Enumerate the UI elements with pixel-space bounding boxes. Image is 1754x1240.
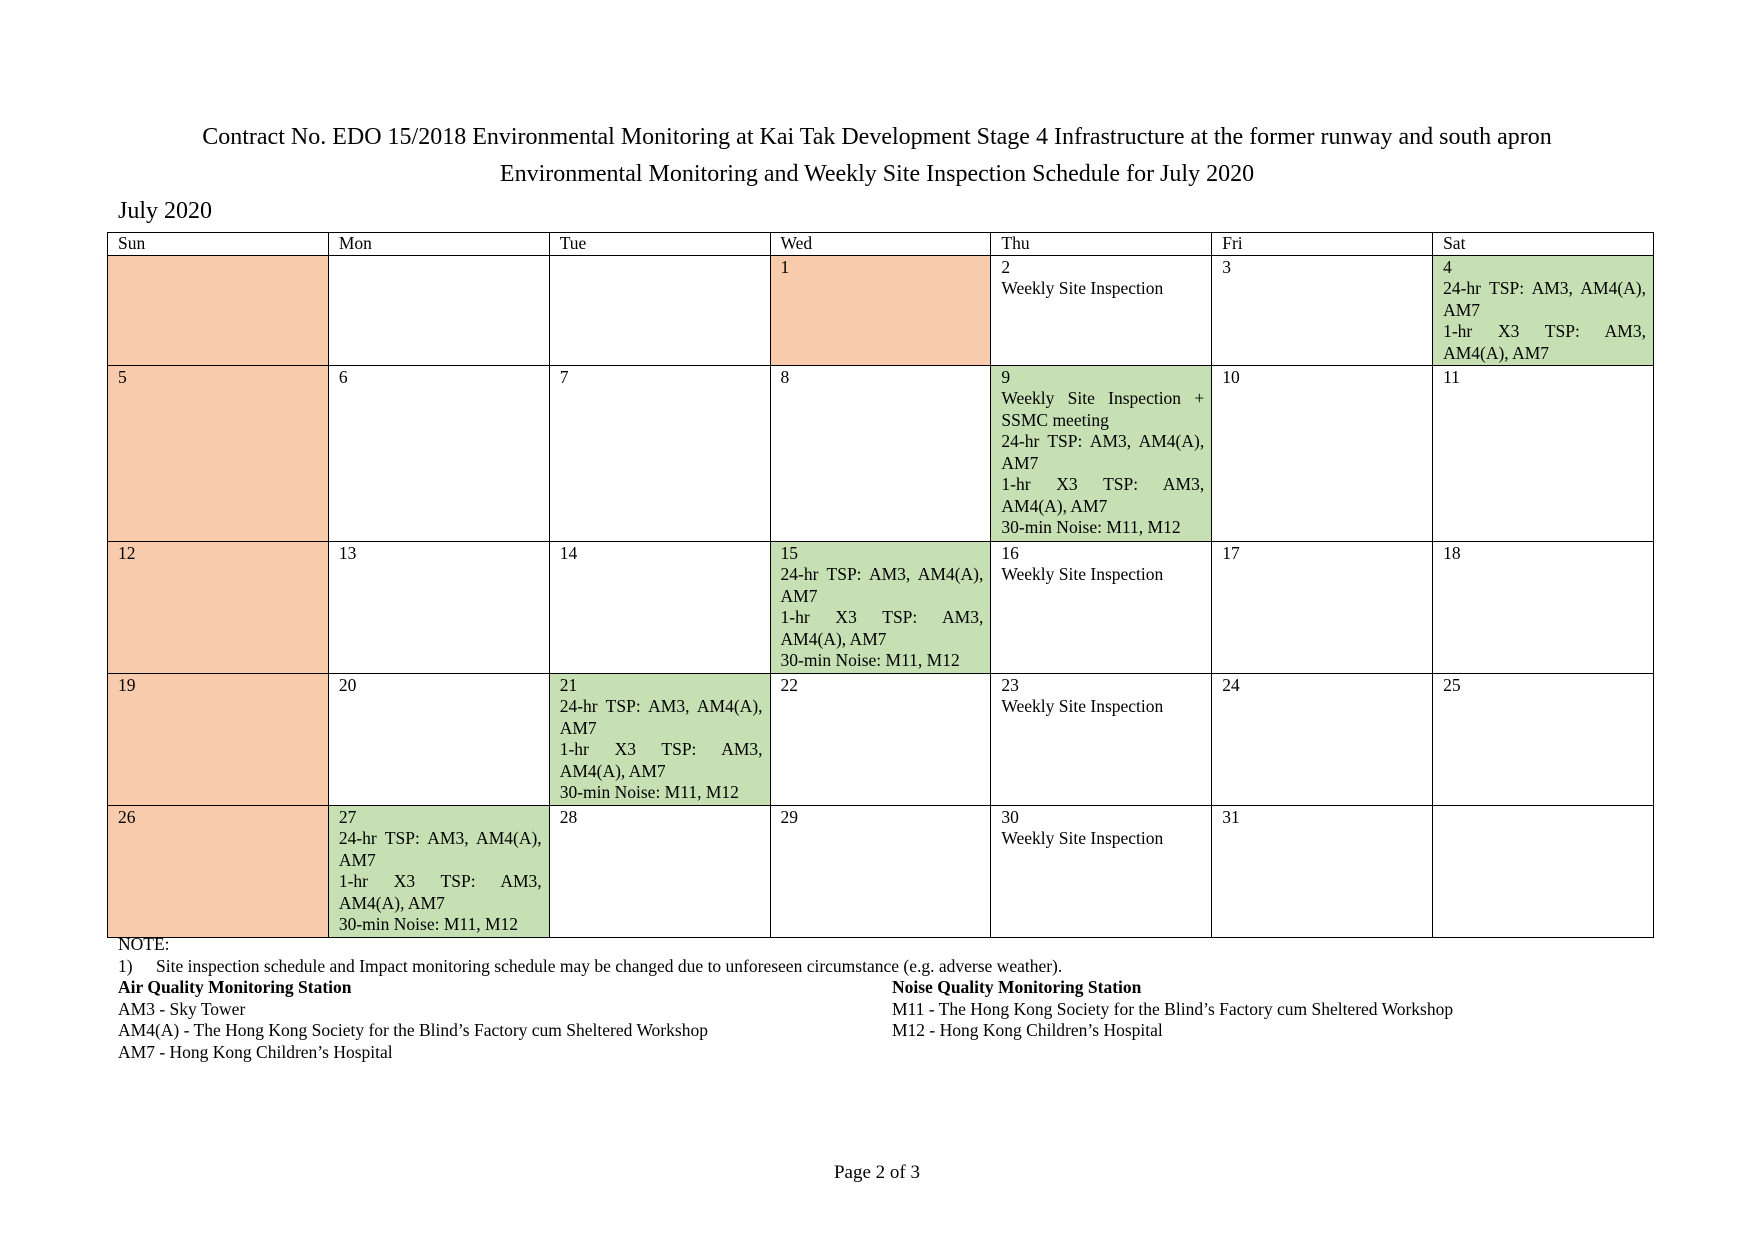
calendar-day-cell [770,541,991,673]
air-station-legend [118,977,708,1063]
day-number: 8 [780,366,790,387]
calendar-day-cell [549,805,770,937]
calendar-day-cell [549,365,770,541]
calendar-day-cell [108,541,329,673]
calendar-day-cell [108,805,329,937]
schedule-entry: 30-min Noise: M11, M12 [1001,517,1181,537]
schedule-entry: Weekly Site Inspection [1001,828,1164,848]
schedule-entry: 1-hr X3 TSP: AM3, AM4(A), AM7 [559,739,763,781]
day-number: 30 [1001,806,1019,827]
schedule-entry: 1-hr X3 TSP: AM3, AM4(A), AM7 [338,871,542,913]
notes-section [118,934,1062,977]
calendar-day-cell [549,255,770,365]
calendar-day-cell [108,673,329,805]
day-number: 15 [780,542,799,563]
day-number: 19 [118,674,136,695]
day-number: 29 [780,806,799,827]
day-number: 24 [1222,674,1240,695]
schedule-entry: 24-hr TSP: AM3, AM4(A), AM7 [1443,278,1646,320]
day-number: 2 [1001,256,1011,277]
calendar-week-row [108,255,1654,365]
calendar-day-cell [1433,255,1654,365]
calendar-day-cell [1433,673,1654,805]
calendar-day-cell [1212,365,1433,541]
weekday-header-wed: Wed [770,233,991,256]
calendar-day-cell [328,365,549,541]
calendar-day-cell [770,673,991,805]
schedule-entry: Weekly Site Inspection [1001,564,1164,584]
calendar-day-cell [1212,805,1433,937]
calendar-week-row [108,541,1654,673]
calendar-day-cell [1212,673,1433,805]
day-number: 26 [118,806,136,827]
calendar-week-row [108,365,1654,541]
day-number: 10 [1222,366,1240,387]
day-number: 1 [780,256,790,277]
note-text: Site inspection schedule and Impact monitoring schedule may be changed due to unforeseen circumstance (e.g. adverse weather). [156,955,1063,976]
schedule-entry: 30-min Noise: M11, M12 [780,650,960,670]
calendar-day-cell [1433,541,1654,673]
schedule-entry: 24-hr TSP: AM3, AM4(A), AM7 [559,696,763,738]
day-number: 27 [338,806,357,827]
schedule-entry: 1-hr X3 TSP: AM3, AM4(A), AM7 [1001,474,1205,516]
document-title: Contract No. EDO 15/2018 Environmental Monitoring at Kai Tak Development Stage 4 Infrastructure at the former runway and south apron [202,124,1552,150]
day-number: 5 [118,366,127,387]
day-number: 11 [1443,366,1460,387]
calendar-day-cell [991,541,1212,673]
schedule-entry: Weekly Site Inspection [1001,696,1164,716]
calendar-day-cell [991,673,1212,805]
calendar-week-row [108,805,1654,937]
calendar-day-cell [328,541,549,673]
schedule-entry: Weekly Site Inspection [1001,278,1164,298]
schedule-subtitle: Environmental Monitoring and Weekly Site Inspection Schedule for July 2020 [499,161,1255,187]
calendar-day-cell [991,365,1212,541]
day-number: 23 [1001,674,1019,695]
calendar-day-cell [108,365,329,541]
day-number: 7 [559,366,569,387]
day-number: 28 [559,806,578,827]
calendar-day-cell [991,805,1212,937]
day-number: 3 [1222,256,1231,277]
calendar-day-cell [328,673,549,805]
weekday-header-row [108,233,1654,256]
schedule-entry: 30-min Noise: M11, M12 [338,914,519,934]
noise-station-item: M11 - The Hong Kong Society for the Blind’s Factory cum Sheltered Workshop [892,998,1454,1019]
schedule-entry: 24-hr TSP: AM3, AM4(A), AM7 [338,828,542,870]
weekday-header-mon: Mon [328,233,549,256]
noise-station-item: M12 - Hong Kong Children’s Hospital [892,1020,1163,1040]
day-number: 13 [338,542,357,563]
schedule-entry: 24-hr TSP: AM3, AM4(A), AM7 [780,564,984,606]
weekday-header-sun: Sun [108,233,329,256]
air-station-item: AM3 - Sky Tower [118,998,246,1019]
schedule-entry: 1-hr X3 TSP: AM3, AM4(A), AM7 [780,607,984,649]
noise-station-legend [892,977,1453,1042]
noise-legend-heading: Noise Quality Monitoring Station [892,977,1142,997]
calendar-day-cell [1433,805,1654,937]
day-number: 22 [780,674,799,695]
air-station-item: AM7 - Hong Kong Children’s Hospital [118,1041,393,1062]
day-number: 31 [1222,806,1240,827]
day-number: 21 [559,674,578,695]
day-number: 4 [1443,256,1452,277]
day-number: 6 [338,366,348,387]
calendar-day-cell [328,255,549,365]
notes-heading: NOTE: [118,934,170,954]
weekday-header-fri: Fri [1212,233,1433,256]
weekday-header-thu: Thu [991,233,1212,256]
day-number: 9 [1001,366,1011,387]
day-number: 25 [1443,674,1461,695]
day-number: 20 [338,674,357,695]
day-number: 18 [1443,542,1461,563]
weekday-header-tue: Tue [549,233,770,256]
calendar-day-cell [549,541,770,673]
day-number: 14 [559,542,578,563]
calendar-day-cell [328,805,549,937]
page-number: Page 2 of 3 [833,1162,920,1183]
note-number: 1) [118,955,133,976]
calendar-day-cell [1433,365,1654,541]
day-number: 16 [1001,542,1019,563]
schedule-entry: 30-min Noise: M11, M12 [559,782,739,802]
weekday-header-sat: Sat [1433,233,1654,256]
month-label: July 2020 [118,198,213,224]
schedule-entry: 24-hr TSP: AM3, AM4(A), AM7 [1001,431,1205,473]
schedule-entry: Weekly Site Inspection + SSMC meeting [1001,388,1205,430]
calendar-table [107,232,1654,938]
air-legend-heading: Air Quality Monitoring Station [118,977,352,997]
calendar-day-cell [770,805,991,937]
calendar-day-cell [1212,255,1433,365]
calendar-day-cell [108,255,329,365]
calendar-week-row [108,673,1654,805]
air-station-item: AM4(A) - The Hong Kong Society for the Blind’s Factory cum Sheltered Workshop [118,1020,708,1040]
calendar-day-cell [549,673,770,805]
calendar-day-cell [991,255,1212,365]
day-number: 12 [118,542,136,563]
calendar-day-cell [1212,541,1433,673]
calendar-day-cell [770,255,991,365]
calendar-day-cell [770,365,991,541]
note-item [118,956,1062,978]
day-number: 17 [1222,542,1240,563]
schedule-entry: 1-hr X3 TSP: AM3, AM4(A), AM7 [1443,321,1646,363]
